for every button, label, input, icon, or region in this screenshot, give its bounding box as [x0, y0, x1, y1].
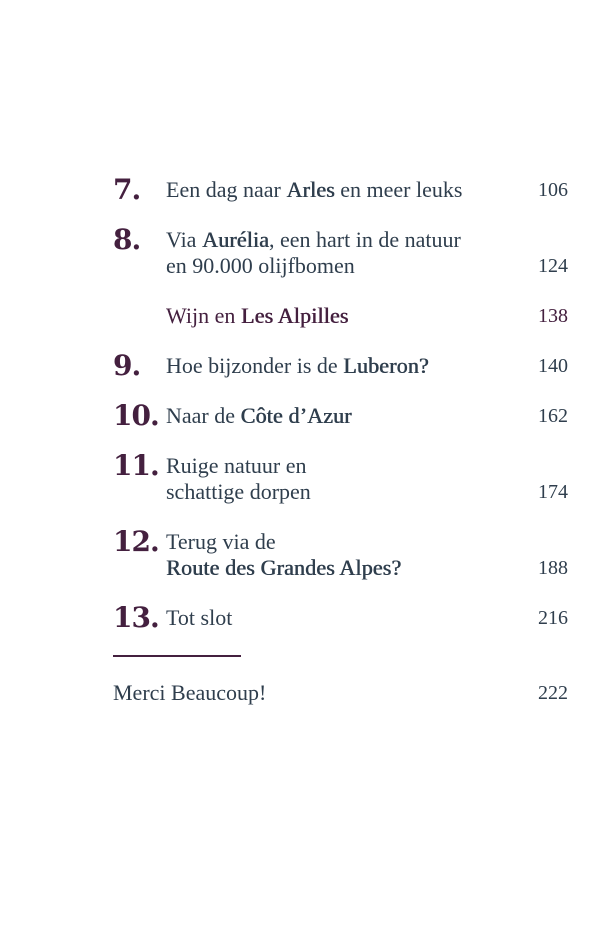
chapter-title-line	[166, 453, 538, 479]
chapter-title-line	[166, 227, 538, 253]
footer-title: Merci Beaucoup!	[113, 680, 267, 705]
chapter-title-line	[166, 303, 538, 329]
page-number: 162	[538, 405, 568, 427]
section-divider	[113, 655, 241, 657]
chapter-number: 13.	[113, 601, 159, 634]
title-segment: Les Alpilles	[240, 303, 349, 328]
title-segment: Hoe bijzonder is de	[166, 353, 344, 378]
title-segment: Tot slot	[166, 605, 233, 630]
chapter-title	[166, 353, 538, 379]
chapter-title-line	[166, 403, 538, 429]
title-segment: Een dag naar	[166, 177, 287, 202]
toc-footer-entry	[113, 680, 568, 706]
toc-entry	[113, 449, 568, 505]
title-segment: en meer leuks	[334, 177, 463, 202]
chapter-number: 12.	[113, 525, 159, 558]
chapter-title-line	[166, 353, 538, 379]
chapter-number: 7.	[113, 173, 141, 206]
chapter-title-line	[166, 479, 538, 505]
page-number: 124	[538, 255, 568, 277]
toc-entry	[113, 399, 568, 432]
title-segment: Terug via de	[166, 529, 276, 554]
page-number: 138	[538, 305, 568, 327]
chapter-title-line	[166, 605, 538, 631]
chapter-title	[166, 529, 538, 581]
chapter-number: 10.	[113, 399, 159, 432]
chapter-number: 8.	[113, 223, 141, 256]
chapter-title-line	[166, 177, 538, 203]
chapter-title-line	[166, 253, 538, 279]
chapter-title	[166, 403, 538, 429]
chapter-title	[166, 605, 538, 631]
title-segment: Wijn en	[166, 303, 241, 328]
toc-list	[113, 173, 568, 634]
title-segment: Aurélia	[201, 227, 269, 252]
toc-entry	[113, 525, 568, 581]
chapter-title-line	[166, 555, 538, 581]
title-segment: Ruige natuur en	[166, 453, 307, 478]
chapter-number: 9.	[113, 349, 141, 382]
chapter-number: 11.	[113, 449, 159, 482]
toc-entry	[113, 223, 568, 279]
toc-entry	[113, 349, 568, 382]
title-segment: en 90.000 olijfbomen	[166, 253, 355, 278]
title-segment: schattige dorpen	[166, 479, 311, 504]
chapter-title	[166, 303, 538, 329]
page-number: 140	[538, 355, 568, 377]
toc-entry	[113, 601, 568, 634]
title-segment: Via	[166, 227, 202, 252]
toc-entry	[113, 303, 568, 329]
chapter-title	[166, 177, 538, 203]
title-segment: Naar de	[166, 403, 241, 428]
page-number: 216	[538, 607, 568, 629]
page-number: 188	[538, 557, 568, 579]
chapter-title-line	[166, 529, 538, 555]
chapter-number	[113, 303, 166, 329]
chapter-title	[166, 227, 538, 279]
title-segment: Arles	[286, 177, 335, 202]
footer-page-number: 222	[538, 682, 568, 704]
title-segment: Route des Grandes Alpes?	[166, 555, 402, 580]
title-segment: Luberon?	[343, 353, 429, 378]
page-number: 106	[538, 179, 568, 201]
chapter-title	[166, 453, 538, 505]
title-segment: Côte d’Azur	[240, 403, 352, 428]
title-segment: , een hart in de natuur	[268, 227, 461, 252]
toc-entry	[113, 173, 568, 206]
page-number: 174	[538, 481, 568, 503]
